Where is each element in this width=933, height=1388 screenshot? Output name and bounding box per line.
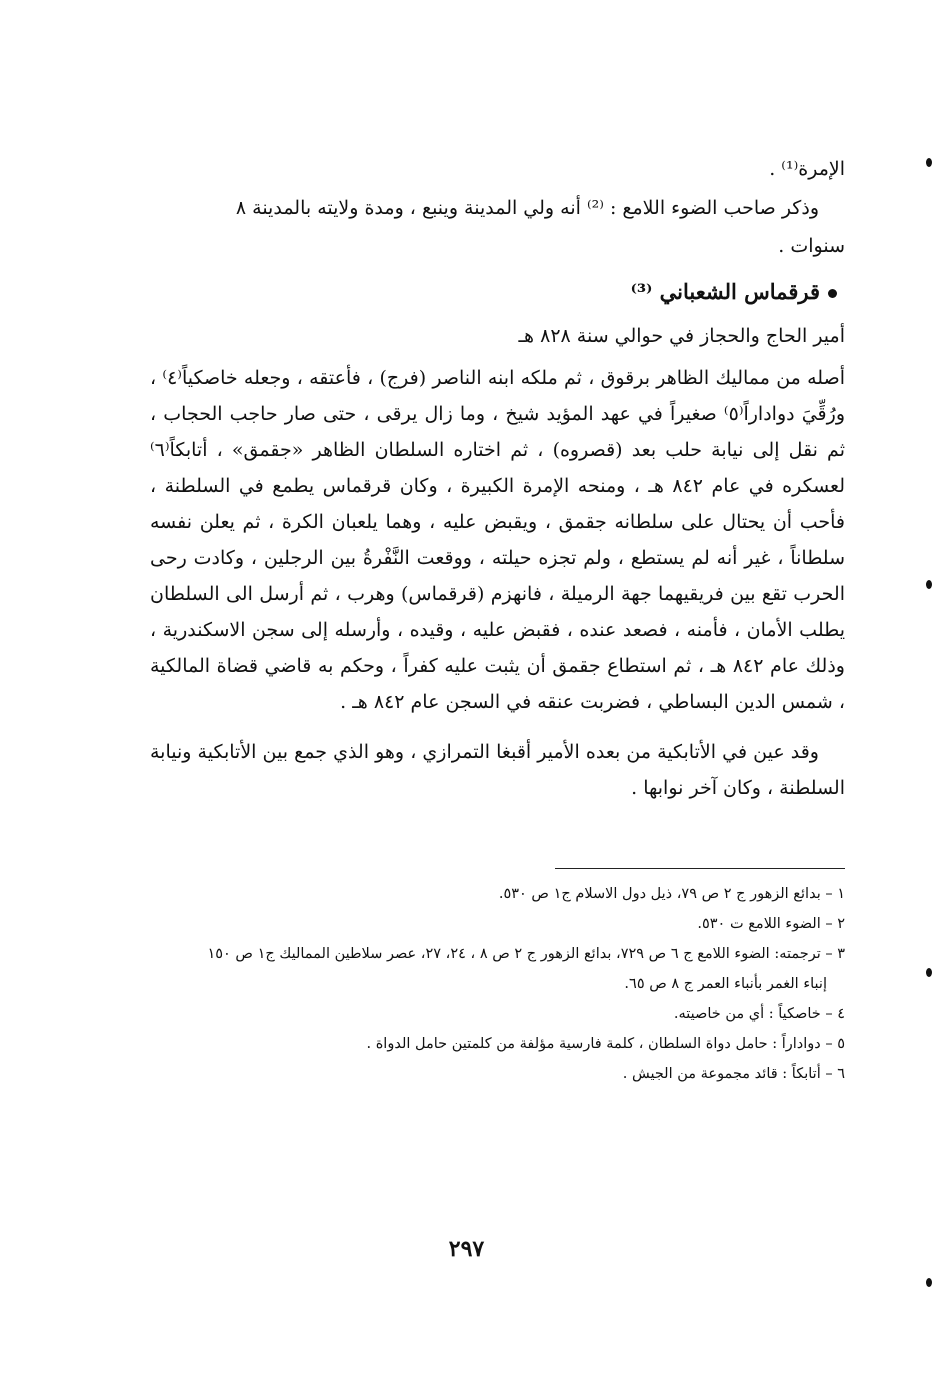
entry-heading [150, 270, 845, 314]
page-content [150, 150, 845, 1089]
margin-mark-icon [926, 158, 932, 167]
footnote-4: ٤ – خاصكياً : أي من خاصيته. [673, 1005, 845, 1022]
intro-line: الإمرة⁽¹⁾ . [769, 158, 845, 180]
intro-paragraph-line-1: وذكر صاحب الضوء اللامع : ⁽²⁾ أنه ولي المدينة وينبع ، ومدة ولايته بالمدينة ٨ [235, 196, 819, 219]
entry-body-second-paragraph: وقد عين في الأتابكية من بعده الأمير أقبغا التمرازي ، وهو الذي جمع بين الأتابكية ونيابة السلطنة ، وكان آخر نوابها . [150, 740, 845, 799]
footnote-divider [555, 868, 845, 869]
footnote-5: ٥ – دواداراً : حامل دواة السلطان ، كلمة فارسية مؤلفة من كلمتين حامل الدواة . [366, 1035, 845, 1052]
margin-mark-icon [926, 580, 932, 589]
page-number: ٢٩٧ [448, 1236, 485, 1262]
margin-mark-icon [926, 1278, 932, 1287]
margin-mark-icon [926, 968, 932, 977]
entry-heading-text: قرقماس الشعباني ⁽³⁾ [630, 278, 820, 304]
entry-body: أصله من مماليك الظاهر برقوق ، ثم ملكه ابنه الناصر (فرج) ، فأعتقه ، وجعله خاصكياً⁽٤⁾ ، ورُقِّيَ دواداراً⁽٥⁾ صغيراً في عهد المؤيد شيخ ، وما زال يرقى ، حتى صار حاجب الحجاب ، ثم نقل إلى نيابة حلب بعد (قصروه) ، ثم اختاره السلطان الظاهر «جقمق» ، أتابكاً⁽٦⁾ لعسكره في عام ٨٤٢ هـ ، ومنحه الإمرة الكبيرة ، وكان قرقماس يطمع في السلطنة ، فأحب أن يحتال على سلطانه جقمق ، ويقبض عليه ، وهما يلعبان الكرة ، ثم يعلن نفسه سلطاناً ، غير أنه لم يستطع ، ولم تجزه حيلته ، ووقعت النَّفْرةُ بين الرجلين ، وكادت رحى الحرب تقع بين فريقيهما جهة الرميلة ، فانهزم (قرقماس) وهرب ، ثم أرسل الى السلطان يطلب الأمان ، فأمنه ، فصعد عنده ، فقبض عليه ، وقيده ، وأرسله إلى سجن الاسكندرية ، وذلك عام ٨٤٢ هـ ، ثم استطاع جقمق أن يثبت عليه كفراً ، وحكم به قاضي قضاة المالكية ، شمس الدين البساطي ، فضربت عنقه في السجن عام ٨٤٢ هـ . [150, 366, 845, 713]
footnote-3-continuation: إنباء الغمر بأنباء العمر ج ٨ ص ٦٥. [624, 975, 827, 992]
footnote-1: ١ – بدائع الزهور ج ٢ ص ٧٩، ذيل دول الاسلام ج١ ص ٥٣٠. [498, 885, 845, 902]
footnote-2: ٢ – الضوء اللامع ت ٥٣٠. [697, 915, 845, 932]
footnote-6: ٦ – أتابكاً : قائد مجموعة من الجيش . [622, 1065, 845, 1082]
footnote-3: ٣ – ترجمته: الضوء اللامع ج ٦ ص ٧٢٩، بدائع الزهور ج ٢ ص ٨ ، ٢٤، ٢٧، عصر سلاطين المماليك ج١ ص ١٥٠ [207, 945, 845, 962]
footnotes [150, 879, 845, 1089]
intro-paragraph-line-2: سنوات . [778, 235, 845, 257]
entry-subtitle: أمير الحاج والحجاز في حوالي سنة ٨٢٨ هـ [518, 324, 845, 347]
bullet-icon [828, 289, 837, 298]
